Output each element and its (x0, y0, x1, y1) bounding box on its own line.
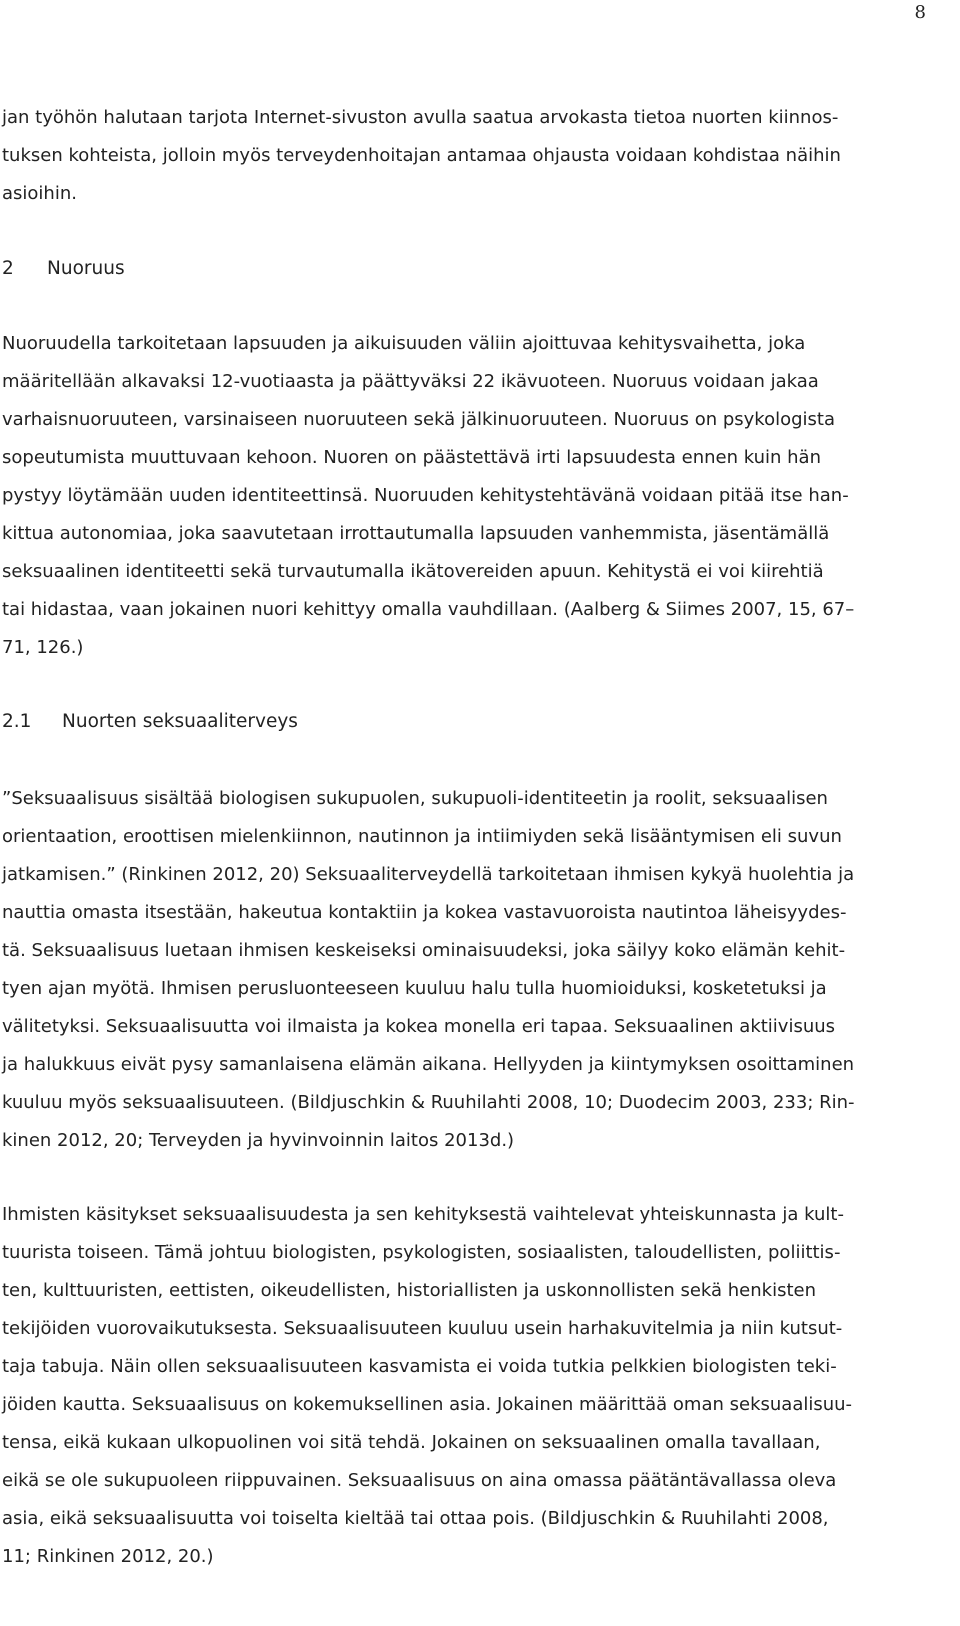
text-line: asioihin. (2, 183, 77, 204)
text-line: kuuluu myös seksuaalisuuteen. (Bildjuschkin & Ruuhilahti 2008, 10; Duodecim 2003, 233; Rin- (2, 1092, 855, 1113)
text-line: tyen ajan myötä. Ihmisen perusluonteeseen kuuluu halu tulla huomioiduksi, kosketetuksi ja (2, 978, 827, 999)
text-line: orientaation, eroottisen mielenkiinnon, nautinnon ja intiimiyden sekä lisääntymisen eli suvun (2, 826, 842, 847)
text-line: sopeutumista muuttuvaan kehoon. Nuoren on päästettävä irti lapsuudesta ennen kuin hän (2, 447, 821, 468)
text-line: taja tabuja. Näin ollen seksuaalisuuteen kasvamista ei voida tutkia pelkkien biologisten teki- (2, 1356, 837, 1377)
section-paragraph (2, 780, 927, 1160)
text-line: asia, eikä seksuaalisuutta voi toiselta kieltää tai ottaa pois. (Bildjuschkin & Ruuhilahti 2008, (2, 1508, 829, 1529)
section-heading (2, 250, 125, 288)
text-line: määritellään alkavaksi 12-vuotiaasta ja päättyväksi 22 ikävuoteen. Nuoruus voidaan jakaa (2, 371, 819, 392)
section-number: 2.1 (2, 711, 32, 732)
text-line: seksuaalinen identiteetti sekä turvautumalla ikätovereiden apuun. Kehitystä ei voi kiirehtiä (2, 561, 824, 582)
text-line: pystyy löytämään uuden identiteettinsä. Nuoruuden kehitystehtävänä voidaan pitää itse han- (2, 485, 849, 506)
section-paragraph (2, 325, 927, 667)
intro-paragraph (2, 99, 927, 213)
text-line: jatkamisen.” (Rinkinen 2012, 20) Seksuaaliterveydellä tarkoitetaan ihmisen kykyä huolehtia ja (2, 864, 855, 885)
section-number: 2 (2, 258, 14, 279)
section-title: Nuoruus (47, 258, 125, 279)
text-line: tuksen kohteista, jolloin myös terveydenhoitajan antamaa ohjausta voidaan kohdistaa näihin (2, 145, 841, 166)
text-line: tekijöiden vuorovaikutuksesta. Seksuaalisuuteen kuuluu usein harhakuvitelmia ja niin kutsut- (2, 1318, 843, 1339)
text-line: jöiden kautta. Seksuaalisuus on kokemuksellinen asia. Jokainen määrittää oman seksuaalisuu- (2, 1394, 853, 1415)
text-line: tai hidastaa, vaan jokainen nuori kehittyy omalla vauhdillaan. (Aalberg & Siimes 2007, 15, 67– (2, 599, 855, 620)
page-number: 8 (914, 2, 926, 23)
text-line: tensa, eikä kukaan ulkopuolinen voi sitä tehdä. Jokainen on seksuaalinen omalla tavallaan, (2, 1432, 821, 1453)
text-line: 71, 126.) (2, 637, 84, 658)
text-line: Ihmisten käsitykset seksuaalisuudesta ja sen kehityksestä vaihtelevat yhteiskunnasta ja kult- (2, 1204, 844, 1225)
text-line: ”Seksuaalisuus sisältää biologisen sukupuolen, sukupuoli-identiteetin ja roolit, seksuaalisen (2, 788, 828, 809)
text-line: kinen 2012, 20; Terveyden ja hyvinvoinnin laitos 2013d.) (2, 1130, 515, 1151)
text-line: nauttia omasta itsestään, hakeutua kontaktiin ja kokea vastavuoroista nautintoa läheisyydes- (2, 902, 847, 923)
text-line: 11; Rinkinen 2012, 20.) (2, 1546, 214, 1567)
section-title: Nuorten seksuaaliterveys (62, 711, 298, 732)
text-line: ja halukkuus eivät pysy samanlaisena elämän aikana. Hellyyden ja kiintymyksen osoittaminen (2, 1054, 855, 1075)
text-line: eikä se ole sukupuoleen riippuvainen. Seksuaalisuus on aina omassa päätäntävallassa oleva (2, 1470, 837, 1491)
text-line: ten, kulttuuristen, eettisten, oikeudellisten, historiallisten ja uskonnollisten sekä henkisten (2, 1280, 817, 1301)
section-paragraph (2, 1196, 927, 1576)
text-line: kittua autonomiaa, joka saavutetaan irrottautumalla lapsuuden vanhemmista, jäsentämällä (2, 523, 830, 544)
text-line: varhaisnuoruuteen, varsinaiseen nuoruuteen sekä jälkinuoruuteen. Nuoruus on psykologista (2, 409, 836, 430)
text-line: välitetyksi. Seksuaalisuutta voi ilmaista ja kokea monella eri tapaa. Seksuaalinen aktiivisuus (2, 1016, 836, 1037)
text-line: tuurista toiseen. Tämä johtuu biologisten, psykologisten, sosiaalisten, taloudellisten, poliittis- (2, 1242, 841, 1263)
text-line: tä. Seksuaalisuus luetaan ihmisen keskeiseksi ominaisuudeksi, joka säilyy koko elämän kehit- (2, 940, 846, 961)
text-line: Nuoruudella tarkoitetaan lapsuuden ja aikuisuuden väliin ajoittuvaa kehitysvaihetta, joka (2, 333, 806, 354)
subsection-heading (2, 703, 298, 741)
text-line: jan työhön halutaan tarjota Internet-sivuston avulla saatua arvokasta tietoa nuorten kiinnos- (2, 107, 839, 128)
